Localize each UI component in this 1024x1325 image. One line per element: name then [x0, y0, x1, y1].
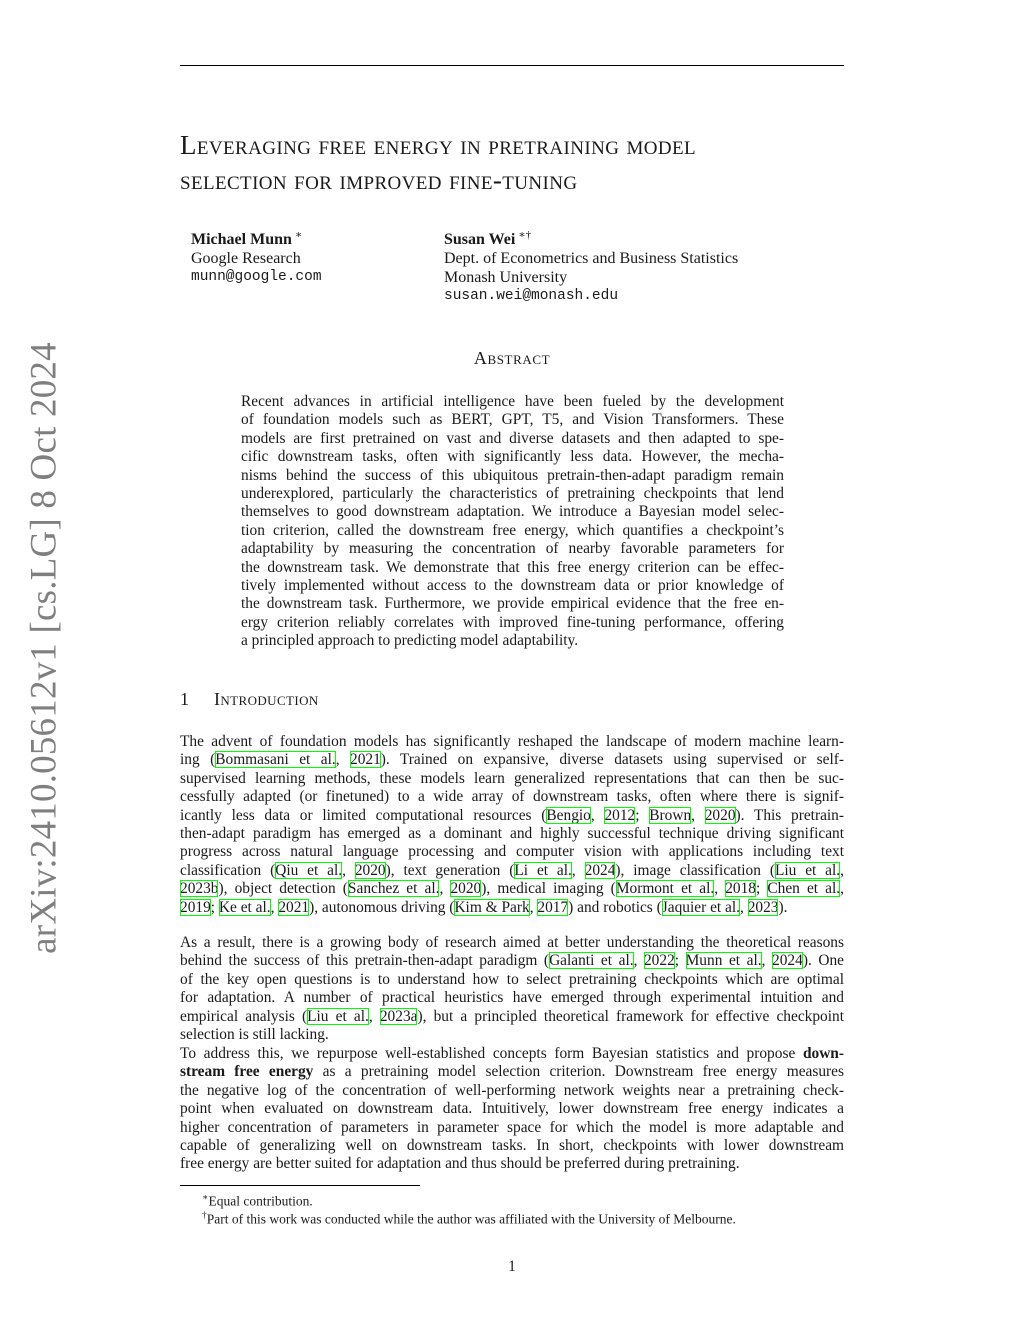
- footnote-mark: ∗: [202, 1193, 209, 1203]
- abstract-line: underexplored, particularly the characteristics of pretraining checkpoints that lend: [241, 485, 784, 503]
- citation-link[interactable]: 2020: [704, 806, 736, 824]
- text-line: 2023b), object detection (Sanchez et al., 2020), medical imaging (Mormont et al., 2018; Chen et al.,: [180, 880, 844, 898]
- footnote-mark: †: [202, 1211, 207, 1221]
- text-line: icantly less data or limited computational resources (Bengio, 2012; Brown, 2020). This pretrain-: [180, 806, 845, 824]
- citation-link[interactable]: Liu et al.: [307, 1007, 369, 1025]
- text-line: selection is still lacking.: [180, 1026, 329, 1044]
- text-line: higher concentration of parameters in parameter space for which the model is more adaptable and: [180, 1118, 844, 1136]
- text-line: for adaptation. A number of practical heuristics have emerged through experimental intuition and: [180, 989, 844, 1007]
- text-line: As a result, there is a growing body of research aimed at better understanding the theoretical reasons: [180, 934, 844, 951]
- text-line: 2019; Ke et al., 2021), autonomous driving (Kim & Park, 2017) and robotics (Jaquier et al., 2023).: [180, 898, 788, 916]
- abstract-line: the downstream task. We demonstrate that this free energy criterion can be effec-: [241, 558, 784, 576]
- citation-link[interactable]: Li et al.: [514, 861, 572, 879]
- abstract-line: nisms behind the success of this ubiquitous pretrain-then-adapt paradigm remain: [241, 466, 784, 484]
- footnote-1: [202, 1190, 313, 1210]
- abstract-line: the downstream task. Furthermore, we provide empirical evidence that the free en-: [241, 595, 784, 613]
- footnote-2: [202, 1208, 736, 1228]
- citation-link[interactable]: Jaquier et al.: [661, 898, 740, 916]
- citation-link[interactable]: Liu et al.: [774, 861, 841, 879]
- abstract-line: of foundation models such as BERT, GPT, T5, and Vision Transformers. These: [241, 411, 784, 429]
- abstract-body: [241, 393, 784, 651]
- author-affiliation: Monash University: [444, 269, 568, 286]
- citation-link[interactable]: Kim & Park: [454, 898, 530, 916]
- text-line: cessfully adapted (or finetuned) to a wide array of downstream tasks, often where there is signif-: [180, 788, 844, 806]
- citation-link[interactable]: Ke et al.: [218, 898, 271, 916]
- author-name: Michael Munn: [191, 231, 292, 248]
- citation-link[interactable]: 2024: [584, 861, 616, 879]
- citation-link[interactable]: Bengio: [546, 806, 591, 824]
- section-number: 1: [180, 689, 190, 709]
- citation-link[interactable]: Galanti et al.: [549, 952, 634, 970]
- text-line: of the key open questions is to understand how to select pretraining checkpoints which are optimal: [180, 970, 844, 988]
- intro-paragraph-2: [180, 934, 844, 1044]
- page-number: 1: [508, 1258, 516, 1275]
- text-line: To address this, we repurpose well-established concepts form Bayesian statistics and propose down-: [180, 1045, 844, 1062]
- citation-link[interactable]: 2012: [604, 806, 636, 824]
- citation-link[interactable]: 2017: [537, 898, 569, 916]
- bold-term: stream free energy: [180, 1063, 314, 1081]
- citation-link[interactable]: 2023: [747, 898, 779, 916]
- section-heading: [180, 689, 319, 710]
- text-line: progress across natural language processing and computer vision with applications including text: [180, 843, 844, 861]
- text-line: classification (Qiu et al., 2020), text generation (Li et al., 2024), image classification (Liu et al.,: [180, 861, 845, 879]
- citation-link[interactable]: Sanchez et al.: [347, 880, 440, 898]
- citation-link[interactable]: 2019: [180, 898, 211, 916]
- citation-link[interactable]: Mormont et al.: [615, 880, 715, 898]
- abstract-line: models are first pretrained on vast and diverse datasets and then adapted to spe-: [241, 429, 784, 447]
- author-email: munn@google.com: [191, 269, 322, 285]
- author-mark: ∗†: [518, 229, 532, 241]
- author-mark: ∗: [294, 229, 303, 241]
- citation-link[interactable]: Chen et al.: [767, 880, 841, 898]
- text-line: point when evaluated on downstream data. Intuitively, lower downstream free energy indicates a: [180, 1100, 844, 1118]
- citation-link[interactable]: 2021: [278, 898, 310, 916]
- abstract-line: a principled approach to predicting model adaptability.: [241, 632, 579, 650]
- title-line: Leveraging free energy in pretraining model: [180, 130, 697, 160]
- citation-link[interactable]: 2023a: [379, 1007, 418, 1025]
- text-line: stream free energy as a pretraining model selection criterion. Downstream free energy measures: [180, 1063, 844, 1081]
- abstract-line: tively implemented without access to the downstream data or prior knowledge of: [241, 577, 784, 595]
- text-line: then-adapt paradigm has emerged as a dominant and highly successful technique driving significant: [180, 825, 844, 843]
- text-line: free energy are better suited for adaptation and thus should be preferred during pretraining.: [180, 1155, 740, 1173]
- citation-link[interactable]: Munn et al.: [685, 952, 762, 970]
- abstract-heading: Abstract: [473, 348, 551, 368]
- footnote-text: Part of this work was conducted while the author was affiliated with the University of Melbourne.: [206, 1211, 736, 1227]
- text-line: supervised learning methods, these models learn generalized representations that can then be suc-: [180, 769, 844, 787]
- arxiv-stamp: arXiv:2410.05612v1 [cs.LG] 8 Oct 2024: [23, 342, 65, 954]
- author-affiliation: Dept. of Econometrics and Business Statistics: [444, 250, 739, 267]
- abstract-line: themselves to good downstream adaptation. We introduce a Bayesian model selec-: [241, 503, 784, 521]
- text-line: The advent of foundation models has significantly reshaped the landscape of modern machine learn-: [180, 733, 844, 750]
- citation-link[interactable]: Brown: [649, 806, 692, 824]
- citation-link[interactable]: 2018: [725, 880, 756, 898]
- abstract-line: adaptability by measuring the concentration of nearby favorable parameters for: [241, 540, 784, 558]
- citation-link[interactable]: 2022: [643, 952, 675, 970]
- footnote-text: Equal contribution.: [208, 1193, 313, 1209]
- intro-paragraph-1: [180, 733, 844, 917]
- abstract-line: cific downstream tasks, often with significantly less data. However, the mecha-: [241, 448, 784, 466]
- intro-paragraph-3: [180, 1045, 844, 1174]
- header-rule: [180, 65, 844, 66]
- author-email: susan.wei@monash.edu: [444, 288, 619, 304]
- abstract-line: Recent advances in artificial intelligence have been fueled by the development: [241, 393, 784, 410]
- abstract-line: ergy criterion reliably correlates with improved fine-tuning performance, offering: [241, 613, 784, 631]
- citation-link[interactable]: 2020: [450, 880, 482, 898]
- text-line: capable of generalizing well on downstream tasks. In short, checkpoints with lower downstream: [180, 1137, 844, 1155]
- abstract-line: tion criterion, called the downstream free energy, which quantifies a checkpoint’s: [241, 521, 784, 539]
- citation-link[interactable]: 2020: [354, 861, 386, 879]
- text-line: ing (Bommasani et al., 2021). Trained on expansive, diverse datasets using supervised or self-: [180, 751, 845, 769]
- footnote-rule: [180, 1185, 420, 1186]
- author-block-munn: [191, 226, 322, 287]
- section-title: Introduction: [214, 689, 319, 709]
- text-line: behind the success of this pretrain-then-adapt paradigm (Galanti et al., 2022; Munn et al., 2024). One: [180, 952, 844, 970]
- author-affiliation: Google Research: [191, 250, 301, 267]
- paper-title: [180, 128, 860, 198]
- title-line: selection for improved fine-tuning: [180, 165, 578, 195]
- citation-link[interactable]: Qiu et al.: [275, 861, 343, 879]
- bold-term: down-: [802, 1045, 844, 1062]
- text-line: empirical analysis (Liu et al., 2023a), but a principled theoretical framework for effective checkpoint: [180, 1007, 844, 1025]
- author-block-wei: [444, 226, 738, 306]
- citation-link[interactable]: Bommasani et al.: [215, 751, 336, 769]
- citation-link[interactable]: 2024: [772, 952, 803, 970]
- citation-link[interactable]: 2023b: [180, 880, 219, 898]
- author-name: Susan Wei: [444, 231, 516, 248]
- text-line: the negative log of the concentration of well-performing network weights near a pretraining check-: [180, 1081, 844, 1099]
- citation-link[interactable]: 2021: [350, 751, 381, 769]
